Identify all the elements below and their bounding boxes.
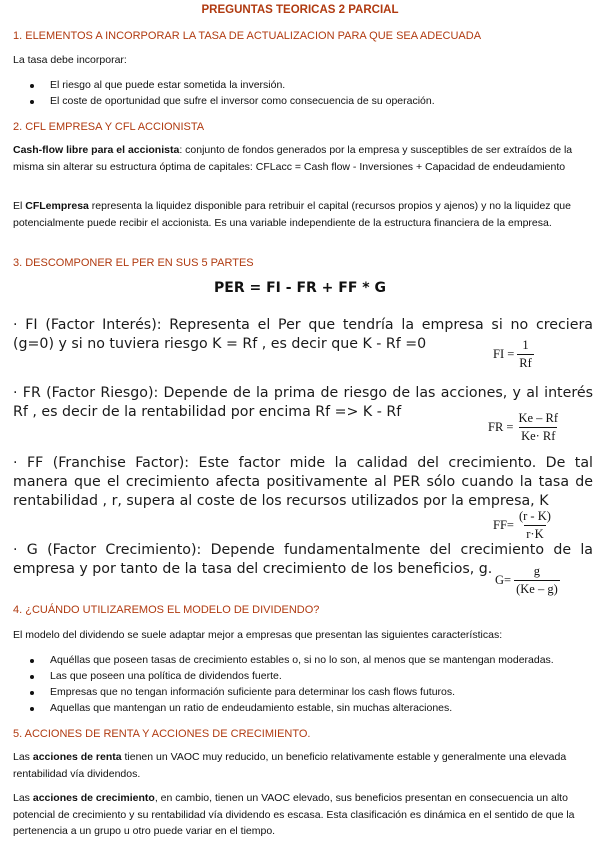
term-cfl-accionista: Cash-flow libre para el accionista (13, 144, 180, 156)
section-5-paragraph-1: Las acciones de renta tienen un VAOC muy reducido, un beneficio relativamente estable y generalmente una elevada rentabilidad vía dividendos. (13, 751, 567, 780)
term-acciones-renta: acciones de renta (32, 751, 122, 763)
g-formula: G= $\frac{g}{(Ke - g)}$ (495, 564, 558, 596)
section-4-intro: El modelo del dividendo se suele adaptar mejor a empresas que presentan las siguientes características: (13, 629, 503, 641)
section-2-paragraph-1: Cash-flow libre para el accionista: conjunto de fondos generados por la empresa y susceptibles de ser extraídos de la misma sin alterar su estructura óptima de capitales: CFLacc = Cash flow - Inversiones + Capacidad de endeudamiento (13, 144, 573, 173)
page-title: PREGUNTAS TEORICAS 2 PARCIAL (201, 4, 399, 16)
section-5-heading: 5. ACCIONES DE RENTA Y ACCIONES DE CRECIMIENTO. (13, 728, 311, 740)
fr-description: · FR (Factor Riesgo): Depende de la prima de riesgo de las acciones, y al interés Rf , es decir de la rentabilidad por encima Rf => K - Rf (13, 385, 593, 420)
per-formula: PER = FI - FR + FF * G (214, 280, 386, 296)
fi-description: · FI (Factor Interés): Representa el Per que tendría la empresa si no creciera (g=0) y si no tuviera riesgo K = Rf , es decir que K - Rf =0 (13, 317, 593, 352)
section-4-heading: 4. ¿CUÁNDO UTILIZAREMOS EL MODELO DE DIVIDENDO? (13, 604, 320, 616)
ff-formula: FF= $\frac{(r - K)}{r\cdot K}$ (493, 509, 551, 541)
term-cfl-empresa: CFLempresa (25, 200, 89, 212)
fi-formula: FI = $\frac{1}{Rf}$ (493, 338, 532, 370)
g-description: · G (Factor Crecimiento): Depende fundamentalmente del crecimiento de la empresa y por tanto de la tasa del crecimiento de los beneficios, g. (13, 542, 593, 577)
section-5-paragraph-2: Las acciones de crecimiento, en cambio, tienen un VAOC elevado, sus beneficios presentan en consecuencia un alto potencial de crecimiento y su rentabilidad vía dividendo es escasa. Esta clasificación es dinámica en el sentido de que la pertenencia a un grupo u otro puede variar en el tiempo. (13, 792, 575, 837)
fr-formula: FR = $\frac{Ke - Rf}{Ke\cdot Rf}$ (488, 411, 559, 443)
section-3-heading: 3. DESCOMPONER EL PER EN SUS 5 PARTES (13, 257, 254, 269)
term-acciones-crecimiento: acciones de crecimiento (32, 792, 155, 804)
ff-description: · FF (Franchise Factor): Este factor mide la calidad del crecimiento. De tal manera que el crecimiento afecta positivamente al PER sólo cuando la tasa de rentabilidad , r, supera al coste de los recursos utilizados por la empresa, K (13, 455, 593, 509)
section-1-intro: La tasa debe incorporar: (13, 54, 127, 66)
section-1-heading: 1. ELEMENTOS A INCORPORAR LA TASA DE ACTUALIZACION PARA QUE SEA ADECUADA (13, 30, 482, 42)
section-2-paragraph-2: El CFLempresa representa la liquidez disponible para retribuir el capital (recursos propios y ajenos) y no la liquidez que potencialmente puede recibir el accionista. Es una variable independiente de la estructura financiera de la empresa. (13, 200, 571, 229)
section-2-heading: 2. CFL EMPRESA Y CFL ACCIONISTA (13, 121, 205, 133)
